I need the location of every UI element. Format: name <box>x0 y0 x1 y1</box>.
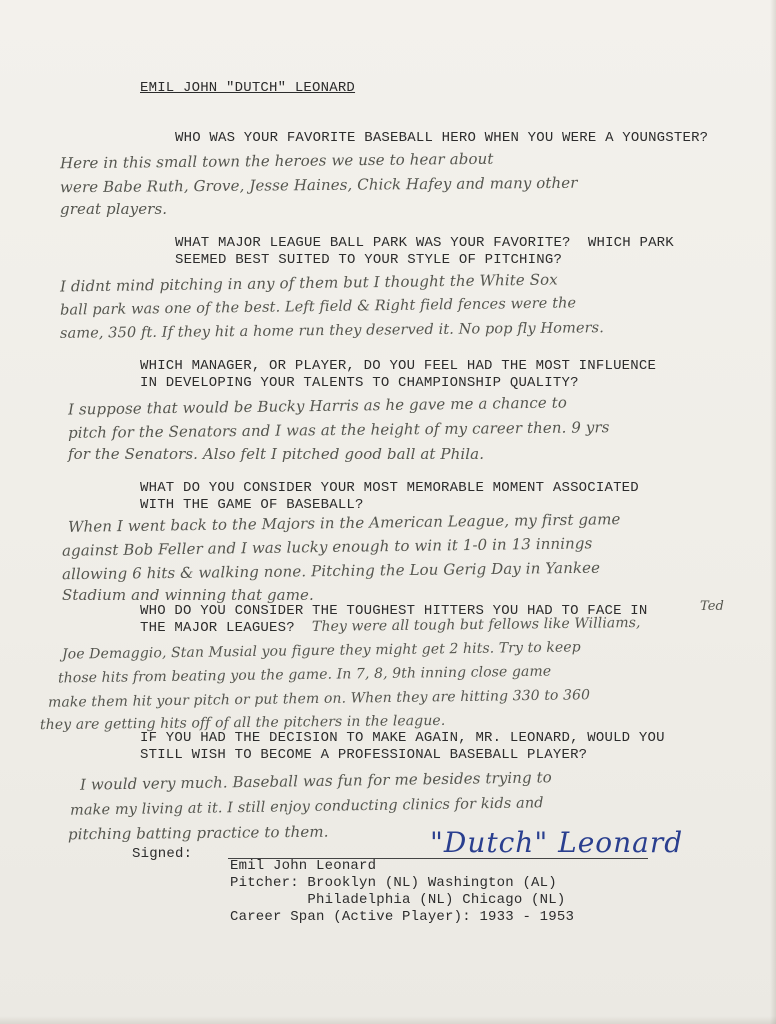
paper-edge-right <box>770 0 776 1024</box>
question-6-line-1: IF YOU HAD THE DECISION TO MAKE AGAIN, MR. LEONARD, WOULD YOU <box>140 730 665 746</box>
answer-4-line-1: When I went back to the Majors in the American League, my first game <box>67 510 621 536</box>
answer-5-line-2: those hits from beating you the game. In 7, 8, 9th inning close game <box>57 663 552 687</box>
answer-5-margin-note: Ted <box>700 599 724 614</box>
pitcher-teams-line-2: Philadelphia (NL) Chicago (NL) <box>230 892 566 908</box>
answer-2-line-2: ball park was one of the best. Left field & Right field fences were the <box>59 295 577 319</box>
answer-5-line-4: they are getting hits off of all the pitchers in the league. <box>39 712 446 734</box>
question-2-line-1: WHAT MAJOR LEAGUE BALL PARK WAS YOUR FAVORITE? WHICH PARK <box>175 235 674 251</box>
question-4-line-2: WITH THE GAME OF BASEBALL? <box>140 497 364 513</box>
document-title: EMIL JOHN "DUTCH" LEONARD <box>140 80 356 96</box>
answer-2-line-3: same, 350 ft. If they hit a home run they deserved it. No pop fly Homers. <box>59 320 604 342</box>
question-3-line-1: WHICH MANAGER, OR PLAYER, DO YOU FEEL HAD THE MOST INFLUENCE <box>140 358 657 374</box>
career-span: Career Span (Active Player): 1933 - 1953 <box>230 909 575 925</box>
question-6-line-2: STILL WISH TO BECOME A PROFESSIONAL BASEBALL PLAYER? <box>140 747 588 763</box>
answer-6-line-1: I would very much. Baseball was fun for me besides trying to <box>79 768 552 794</box>
pitcher-teams-line-1: Pitcher: Brooklyn (NL) Washington (AL) <box>230 875 557 891</box>
answer-1-line-2: were Babe Ruth, Grove, Jesse Haines, Chick Hafey and many other <box>59 173 578 197</box>
question-5-line-1: WHO DO YOU CONSIDER THE TOUGHEST HITTERS YOU HAD TO FACE IN <box>140 603 648 619</box>
answer-5-line-1: Joe Demaggio, Stan Musial you figure they might get 2 hits. Try to keep <box>61 639 581 663</box>
answer-5-inline: They were all tough but fellows like Williams, <box>311 614 641 636</box>
question-5-line-2: THE MAJOR LEAGUES? <box>140 620 295 636</box>
question-1-line-1: WHO WAS YOUR FAVORITE BASEBALL HERO WHEN YOU WERE A YOUNGSTER? <box>175 130 709 146</box>
signer-name: Emil John Leonard <box>230 858 377 874</box>
answer-4-line-3: allowing 6 hits & walking none. Pitching the Lou Gerig Day in Yankee <box>61 558 601 584</box>
answer-1-line-3: great players. <box>60 200 168 218</box>
signature: "Dutch" Leonard <box>430 826 684 859</box>
question-4-line-1: WHAT DO YOU CONSIDER YOUR MOST MEMORABLE MOMENT ASSOCIATED <box>140 480 639 496</box>
answer-6-line-3: pitching batting practice to them. <box>67 822 329 844</box>
answer-6-line-2: make my living at it. I still enjoy conducting clinics for kids and <box>69 795 544 819</box>
question-3-line-2: IN DEVELOPING YOUR TALENTS TO CHAMPIONSHIP QUALITY? <box>140 375 579 391</box>
answer-3-line-1: I suppose that would be Bucky Harris as he gave me a chance to <box>67 393 568 419</box>
answer-2-line-1: I didnt mind pitching in any of them but I thought the White Sox <box>59 270 558 296</box>
answer-4-line-4: Stadium and winning that game. <box>62 586 314 604</box>
answer-3-line-2: pitch for the Senators and I was at the height of my career then. 9 yrs <box>67 418 610 442</box>
answer-1-line-1: Here in this small town the heroes we use to hear about <box>59 149 494 173</box>
question-2-line-2: SEEMED BEST SUITED TO YOUR STYLE OF PITCHING? <box>175 252 563 268</box>
answer-3-line-3: for the Senators. Also felt I pitched good ball at Phila. <box>68 445 485 463</box>
answer-4-line-2: against Bob Feller and I was lucky enough to win it 1-0 in 13 innings <box>61 534 593 560</box>
paper-edge-bottom <box>0 1016 776 1024</box>
signed-label: Signed: <box>132 846 193 862</box>
answer-5-line-3: make them hit your pitch or put them on. When they are hitting 330 to 360 <box>47 687 591 711</box>
